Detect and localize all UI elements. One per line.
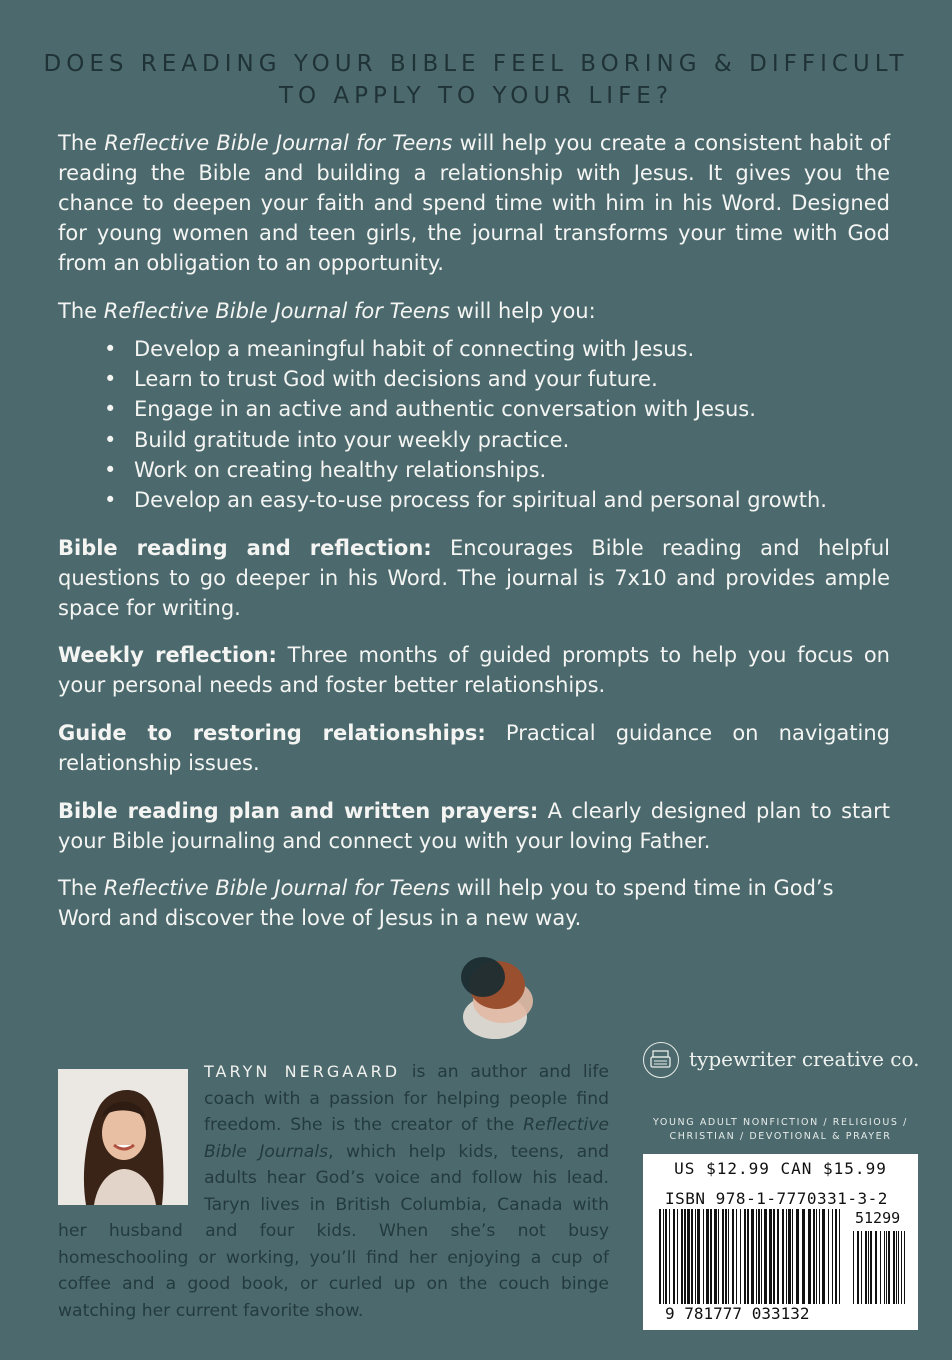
barcode-panel xyxy=(643,1154,918,1330)
book-title: Reflective Bible Journal for Teens xyxy=(103,876,450,900)
book-title: Reflective Bible Journal for Teens xyxy=(104,131,453,155)
feature-label: Bible reading and reflection: xyxy=(58,536,432,560)
intro-paragraph: The Reflective Bible Journal for Teens will help you create a consistent habit of reading the Bible and building a relationship with Jesus. It gives you the chance to deepen your faith and spend time with him in his Word. Designed for young women and teen girls, the journal transforms your time with God from an obligation to an opportunity. xyxy=(58,131,891,275)
back-cover-headline xyxy=(40,48,912,112)
benefits-list xyxy=(104,334,904,515)
list-item: • Develop a meaningful habit of connecting with Jesus. xyxy=(104,334,904,364)
book-title: Reflective Bible Journal for Teens xyxy=(103,299,450,323)
help-intro-paragraph: The Reflective Bible Journal for Teens will help you: xyxy=(58,299,596,323)
closing-paragraph: The Reflective Bible Journal for Teens will help you to spend time in God’s Word and discover the love of Jesus in a new way. xyxy=(58,876,834,930)
feature-label: Guide to restoring relationships: xyxy=(58,721,486,745)
list-item: • Build gratitude into your weekly practice. xyxy=(104,425,904,455)
photo-spacer xyxy=(58,1059,204,1217)
typewriter-icon xyxy=(643,1042,679,1078)
headline-line-1: DOES READING YOUR BIBLE FEEL BORING & DIFFICULT xyxy=(43,51,909,77)
feature-bible-reading: Bible reading and reflection: Encourages Bible reading and helpful questions to go deeper in his Word. The journal is 7x10 and provides ample space for writing. xyxy=(58,536,890,620)
isbn-label: ISBN 978-1-7770331-3-2 xyxy=(665,1189,888,1208)
publisher-name: typewriter creative co. xyxy=(689,1047,920,1071)
list-item: • Work on creating healthy relationships. xyxy=(104,455,904,485)
list-item: • Learn to trust God with decisions and your future. xyxy=(104,364,904,394)
publisher-logo xyxy=(643,1040,933,1084)
list-item: • Engage in an active and authentic conversation with Jesus. xyxy=(104,394,904,424)
ean-number: 9 781777 033132 xyxy=(665,1304,810,1323)
feature-weekly-reflection: Weekly reflection: Three months of guided prompts to help you focus on your personal needs and foster better relationships. xyxy=(58,643,890,697)
feature-restoring-relationships: Guide to restoring relationships: Practical guidance on navigating relationship issues. xyxy=(58,721,890,775)
headline-line-2: TO APPLY TO YOUR LIFE? xyxy=(278,83,674,109)
barcode-addon: 51299 xyxy=(855,1209,901,1227)
author-name: TARYN NERGAARD xyxy=(204,1062,401,1081)
price-label: US $12.99 CAN $15.99 xyxy=(674,1159,887,1178)
feature-label: Weekly reflection: xyxy=(58,643,277,667)
book-category: YOUNG ADULT NONFICTION / RELIGIOUS / CHRISTIAN / DEVOTIONAL & PRAYER xyxy=(653,1117,908,1142)
feature-label: Bible reading plan and written prayers: xyxy=(58,799,539,823)
stones-ornament-icon xyxy=(455,955,545,1045)
list-item: • Develop an easy-to-use process for spiritual and personal growth. xyxy=(104,485,904,515)
feature-reading-plan: Bible reading plan and written prayers: A clearly designed plan to start your Bible journaling and connect you with your loving Father. xyxy=(58,799,890,853)
author-bio: TARYN NERGAARD is an author and life coach with a passion for helping people find freedom. She is the creator of the Reflective Bible Journals, which help kids, teens, and adults hear God’s voice and follow his lead. Taryn lives in British Columbia, Canada with her husband and four kids. When she’s not busy homeschooling or working, you’ll find her enjoying a cup of coffee and a good book, or curled up on the couch binge watching her current favorite show. xyxy=(58,1059,609,1324)
